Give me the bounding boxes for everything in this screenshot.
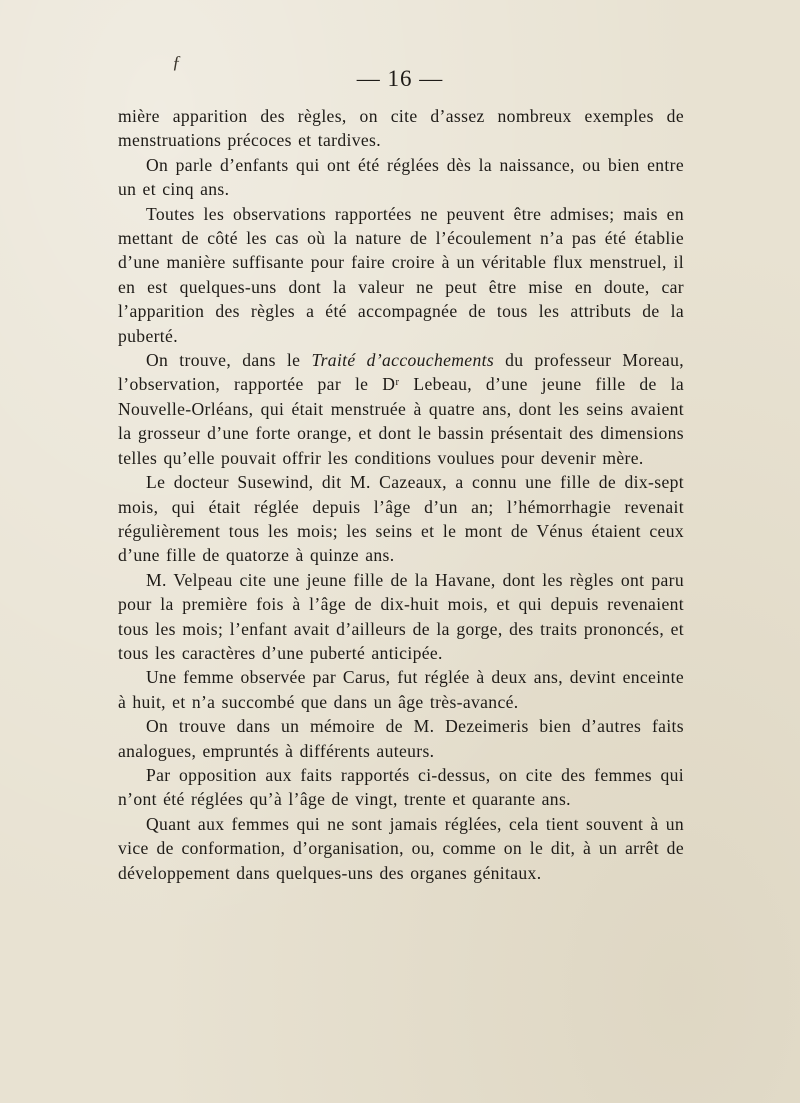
book-title: Traité d’accouchements (311, 350, 495, 371)
paragraph-observations: Toutes les observations rapportées ne peuvent être admises; mais en mettant de côté les cas où la nature de l’écoulement n’a pas été établie d’une manière suffisante pour faire croire à un véritable flux menstruel, il en est quelques-uns dont la valeur ne peut être mise en doute, car l’apparition des règles a été accompagnée de tous les attributs de la puberté. (118, 203, 684, 346)
paragraph-carus: Une femme observée par Carus, fut réglée à deux ans, devint enceinte à huit, et n’a succombé que dans un âge très-avancé. (118, 667, 684, 712)
paragraph-early-menstruation: On parle d’enfants qui ont été réglées dès la naissance, ou bien entre un et cinq ans. (118, 154, 684, 200)
body-text (118, 104, 684, 885)
paragraph-velpeau: M. Velpeau cite une jeune fille de la Havane, dont les règles ont paru pour la première fois à l’âge de dix-huit mois, et qui depuis revenaient tous les mois; l’enfant avait d’ailleurs de la gorge, des traits prononcés, et tous les caractères d’une puberté anticipée. (118, 569, 684, 663)
paragraph-moreau-treatise (118, 348, 684, 470)
paragraph-susewind: Le docteur Susewind, dit M. Cazeaux, a connu une fille de dix-sept mois, qui était réglée depuis l’âge d’un an; l’hémorrhagie revenait régulièrement tous les mois; les seins et le mont de Vénus étaient ceux d’une fille de quatorze à quinze ans. (118, 472, 684, 566)
paragraph-dezeimeris: On trouve dans un mémoire de M. Dezeimeris bien d’autres faits analogues, empruntés à différents auteurs. (118, 716, 684, 761)
ink-mark: ƒ (172, 52, 181, 72)
page-number: — 16 — (356, 66, 444, 91)
paragraph-text: On trouve, dans le (146, 350, 312, 371)
paragraph-text: du professeur Moreau, l’observation, rapportée par le Dʳ Lebeau, d’une jeune fille de la Nouvelle-Orléans, qui était menstruée à quatre ans, dont les seins avaient la grosseur d’une forte orange, et dont le bassin présentait des dimensions telles qu’elle pouvait offrir les conditions voulues pour devenir mère. (118, 350, 684, 468)
paragraph-continuation: mière apparition des règles, on cite d’assez nombreux exemples de menstruations précoces et tardives. (118, 106, 684, 151)
paragraph-late-cases: Par opposition aux faits rapportés ci-dessus, on cite des femmes qui n’ont été réglées qu’à l’âge de vingt, trente et quarante ans. (118, 764, 684, 810)
paragraph-never-regulated: Quant aux femmes qui ne sont jamais réglées, cela tient souvent à un vice de conformation, d’organisation, ou, comme on le dit, à un arrêt de développement dans quelques-uns des organes génitaux. (118, 813, 684, 883)
